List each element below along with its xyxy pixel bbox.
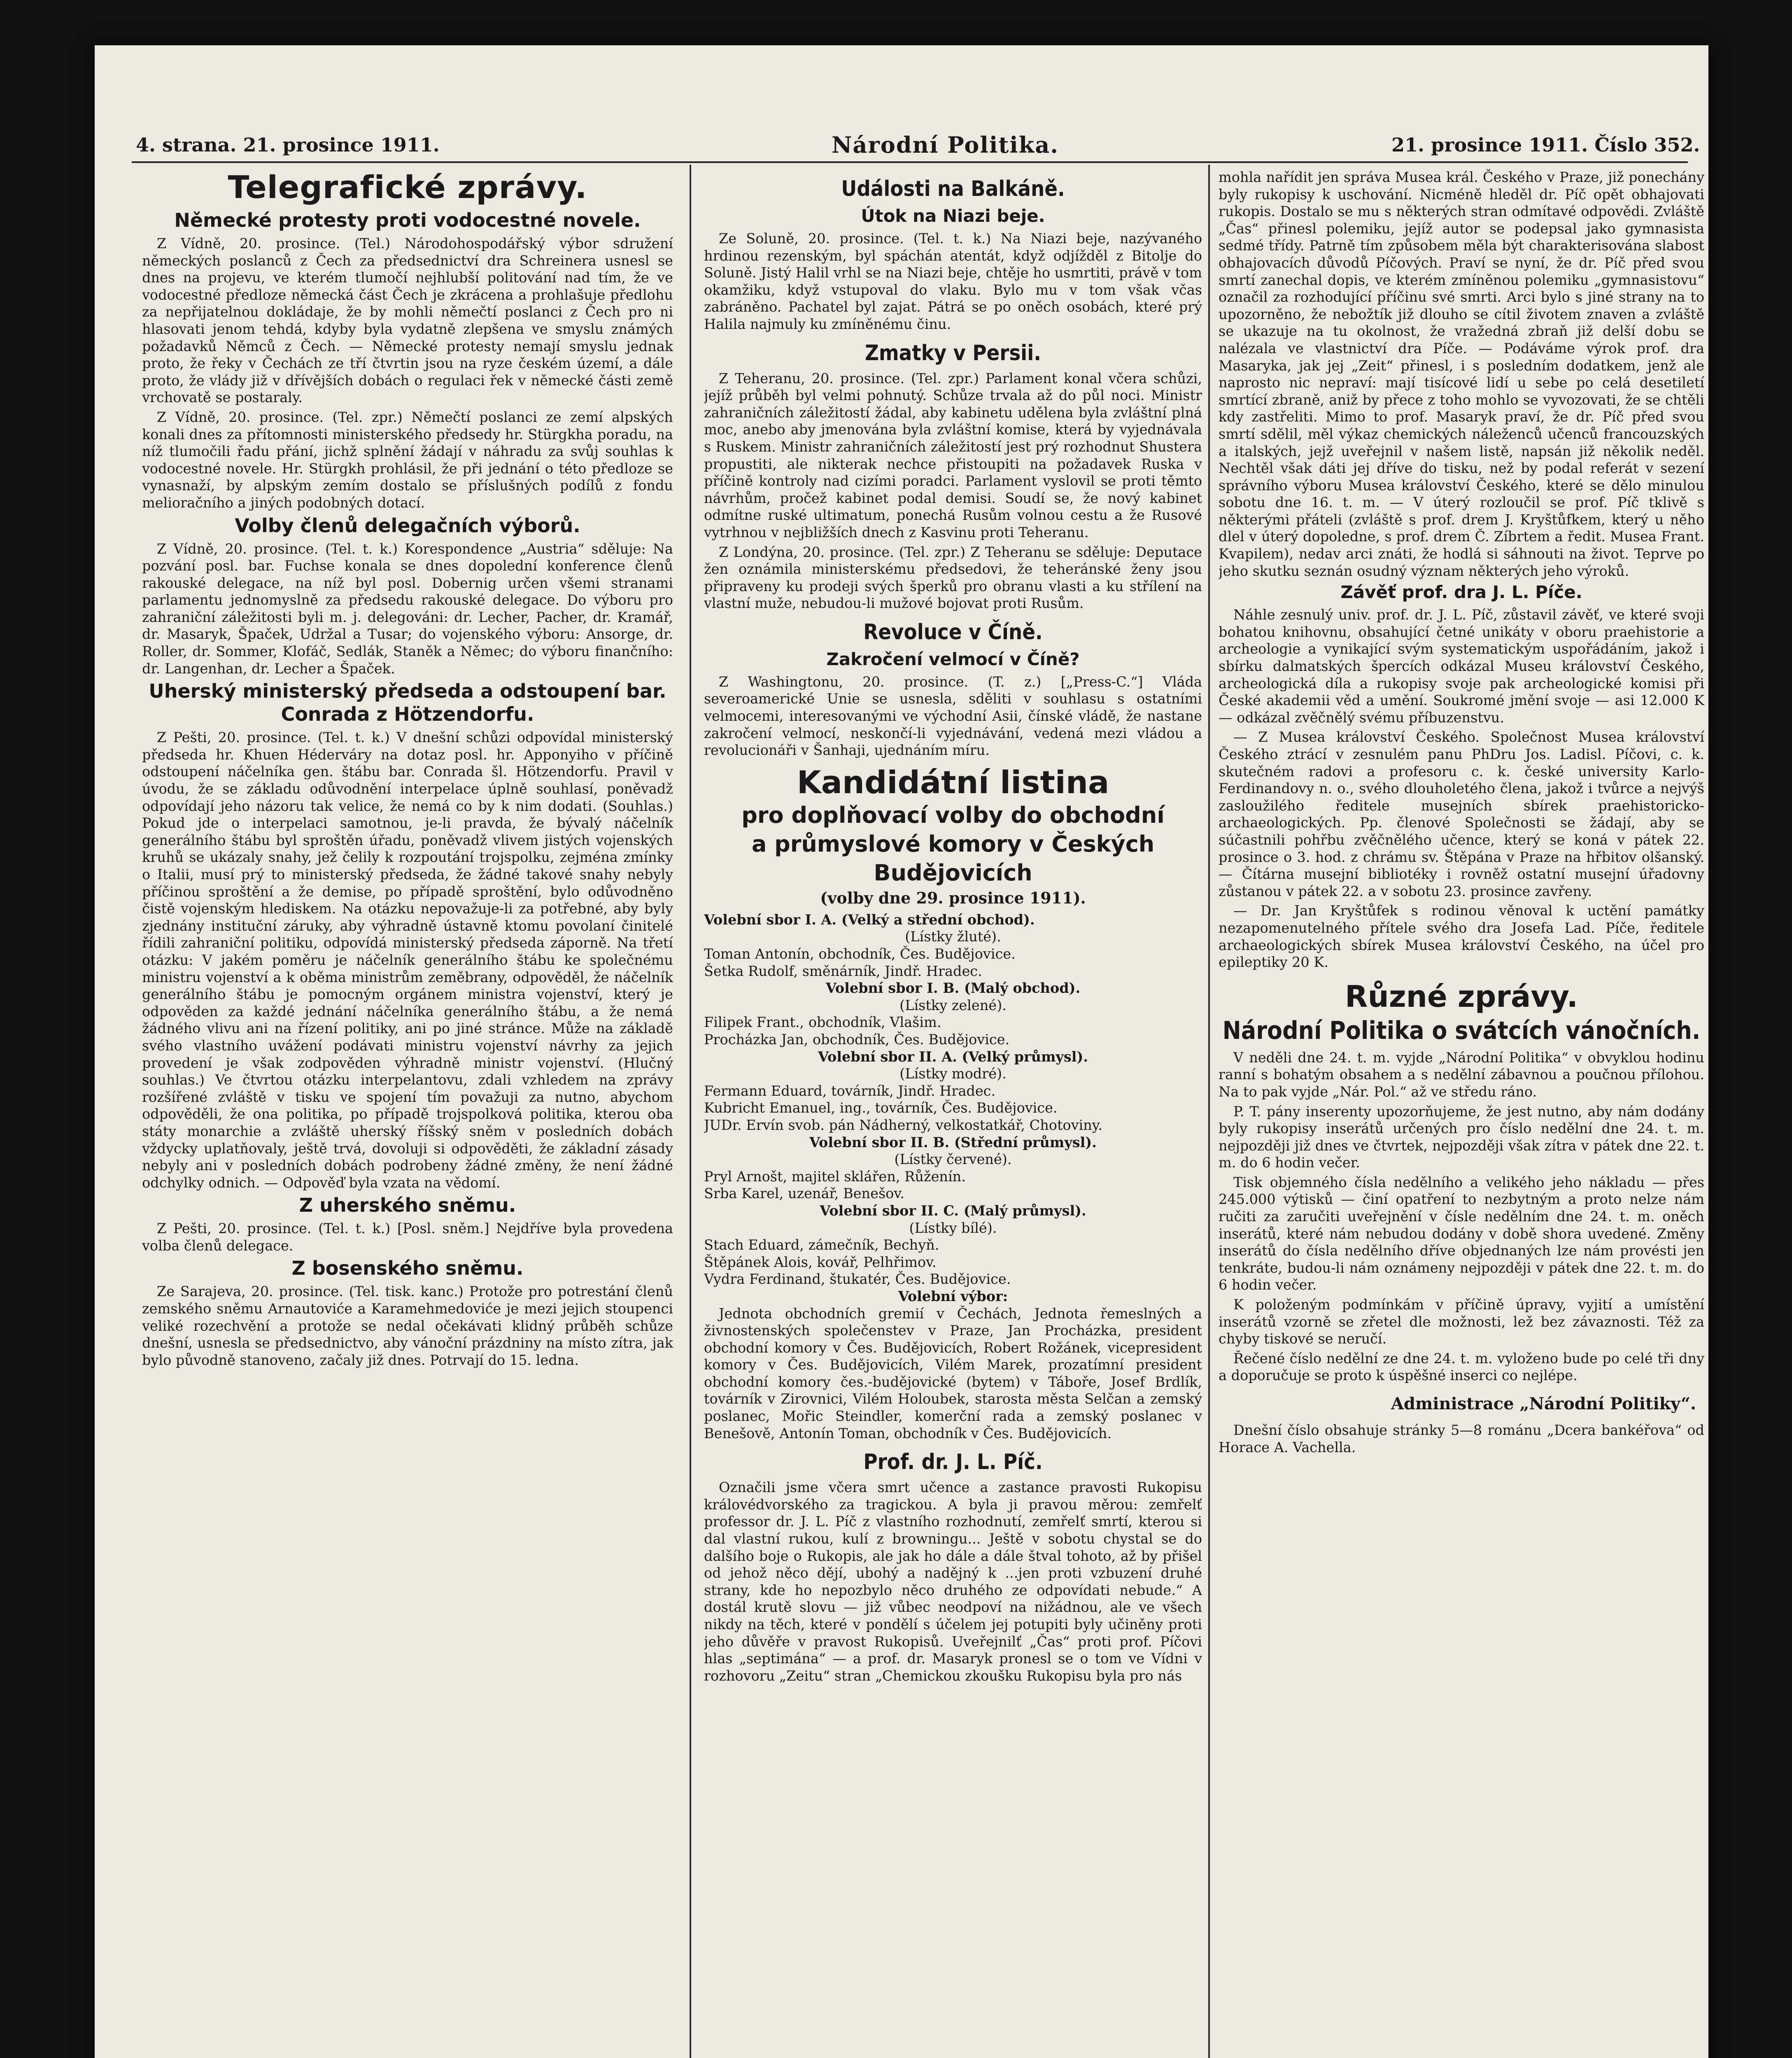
article-paragraph: Z Washingtonu, 20. prosince. (T. z.) [„Press-C.“] Vláda severoamerické Unie se usnesla, sděliti v souhlasu s ostatními velmocemi, interesovanými ve východní Asii, čínské vládě, že nastane zakročení velmocí, neskončí-li vyjednávání, vedená mezi vládou a revolucionáři v Šanhaji, ujednáním míru. (704, 673, 1202, 759)
article-headline: Německé protesty proti vodocestné novele. (174, 209, 641, 231)
ballot-color: (Lístky žluté). (905, 929, 1001, 945)
article-subheadline: Útok na Niazi beje. (861, 206, 1045, 226)
article-paragraph: Ze Sarajeva, 20. prosince. (Tel. tisk. kanc.) Protože pro potrestání členů zemského sněmu Arnautoviće a Karamehmedoviće je mezi jejich stoupenci veliké rozechvění a protože se nedal očekávati klidný průběh schůze dnešní, usnesla se předsednictvo, aby vánoční prázdniny na místo zítra, jak bylo původně stanoveno, začaly již dnes. Potrvají do 15. ledna. (142, 1283, 673, 1368)
article-paragraph: Náhle zesnulý univ. prof. dr. J. L. Píč, zůstavil závěť, ve které svoji bohatou knihovnu, obsahující četné unikáty v oboru praehistorie a archeologie a vynikající svým systematickým uspořádáním, jakož i sbírku dalmatských špercích odkázal Museu království Českého, archeologická díla a rukopisy svoje pak archeologické komisi při České akademii věd a umění. Soukromé jmění svoje — asi 12.000 K — odkázal zvěčnělý svému příbuzenstvu. (1219, 607, 1704, 726)
article-paragraph: V neděli dne 24. t. m. vyjde „Národní Politika“ v obvyklou hodinu ranní s bohatým obsahem a s nedělní zábavnou a poučnou přílohou. Na to pak vyjde „Nár. Pol.“ až ve středu ráno. (1219, 1049, 1704, 1100)
column-1 (142, 169, 673, 2058)
electoral-committee-heading: Volební výbor: (898, 1288, 1008, 1304)
electoral-body: Volební sbor II. C. (Malý průmysl). (820, 1202, 1086, 1219)
article-headline: Revoluce v Číně. (863, 619, 1043, 645)
administration-signature: Administrace „Národní Politiky“. (1391, 1394, 1696, 1413)
candidate: Šetka Rudolf, směnárník, Jindř. Hradec. (704, 963, 982, 979)
ballot-color: (Lístky bílé). (909, 1220, 997, 1236)
article-paragraph: Tisk objemného čísla nedělního a velikého jeho nákladu — přes 245.000 výtisků — činí opatření to nezbytným a proto nelze nám ručiti za zaručiti uveřejnění v čísle nedělním dne 24. t. m. oněch inserátů, které nám nebudou dodány v době shora uvedené. Změny inserátů do čísla nedělního dříve objednaných lze nám provésti jen tenkráte, budou-li nám oznámeny nejpozději v pátek dne 22. t. m. do 6 hodin večer. (1219, 1174, 1704, 1293)
page-header-left: 4. strana. 21. prosince 1911. (136, 134, 440, 156)
electoral-body: Volební sbor I. A. (Velký a střední obchod). (704, 911, 1035, 928)
article-headline: Volby členů delegačních výborů. (235, 514, 580, 537)
article-paragraph: Z Pešti, 20. prosince. (Tel. t. k.) [Posl. sněm.] Nejdříve byla provedena volba členů delegace. (142, 1220, 673, 1254)
page-header-right: 21. prosince 1911. Číslo 352. (1391, 134, 1700, 156)
article-paragraph: Označili jsme včera smrt učence a zastance pravosti Rukopisu královédvorského za tragickou. A byla ji pravou měrou: zemřelť professor dr. J. L. Píč z vlastního rozhodnutí, zemřelť smrtí, kterou si dal vlastní rukou, kulí z browningu... Ještě v sobotu chystal se do dalšího boje o Rukopis, ale jak ho dále a dále štval tohoto, až by přišel od jehož něco dějí, ubohý a nadějný k ...jen proti vzbuzení druhé strany, kde ho nepozbylo něco druhého ze odpovídati nebude.“ A dostál krutě slovu — již vůbec neodpoví na nižádnou, ale ve všech nikdy na těch, které v pondělí s účelem jej potupiti byly učiněny proti jeho důvěře v pravost Rukopisů. Uveřejnilť „Čas“ proti prof. Píčovi hlas „septimána“ — a prof. dr. Masaryk pronesl se o tom ve Vídni v rozhovoru „Zeitu“ stran „Chemickou zkoušku Rukopisu byla pro nás (704, 1479, 1202, 1684)
candidate: Kubricht Emanuel, ing., továrník, Čes. Budějovice. (704, 1100, 1058, 1116)
article-paragraph: K položeným podmínkám v příčině úpravy, vyjití a umístění inserátů vzorně se zřetel dle možnosti, lež bez závaznosti. Též za chyby tiskové se neručí. (1219, 1297, 1704, 1347)
article-paragraph: — Dr. Jan Kryštůfek s rodinou věnoval k uctění památky nezapomenutelného přítele svého dra Josefa Lad. Píče, ředitele archaeologických sbírek Musea království Českého, na účel pro epileptiky 20 K. (1219, 903, 1704, 971)
candidate-list-date: (volby dne 29. prosince 1911). (820, 888, 1086, 907)
article-paragraph: Z Teheranu, 20. prosince. (Tel. zpr.) Parlament konal včera schůzi, jejíž průběh byl velmi pohnutý. Schůze trvala až do půl noci. Ministr zahraničních záležitostí žádal, aby kabinetu udělena byla zvláštní plná moc, anebo aby jmenována byla zvláštní komise, která by vyjednávala s Ruskem. Ministr zahraničních záležitostí jest prý rozhodnut Shustera propustiti, ale nikterak nechce přistoupiti na požadavek Ruska v příčině kontroly nad cizími poradci. Parlament vyslovil se proti těmto návrhům, pročež kabinet podal demisi. Soudí se, že nový kabinet odmítne ruské ultimatum, ponechá Rusům volnou cestu a že Rusové vytrhnou v nejbližších dnech z Kasvinu proti Teheranu. (704, 370, 1202, 540)
electoral-committee: Jednota obchodních gremií v Čechách, Jednota řemeslných a živnostenských společenstev v Praze, Jan Procházka, president obchodní komory v Čes. Budějovicích, Robert Rožánek, vicepresident komory v Čes. Budějovicích, Vilém Marek, prozatímní president obchodní komory čes.-budějovické (bytem) v Táboře, Josef Brdlík, továrník v Zirovnici, Vilém Holoubek, starosta města Selčan a zemský poslanec, Mořic Steindler, komerční rada a zemský poslanec v Benešově, Antonín Toman, obchodník v Čes. Budějovicích. (704, 1305, 1202, 1441)
article-subheadline: Zakročení velmocí v Číně? (826, 649, 1080, 669)
candidate: JUDr. Ervín svob. pán Nádherný, velkostatkář, Chotoviny. (704, 1117, 1102, 1133)
article-paragraph: Z Pešti, 20. prosince. (Tel. t. k.) V dnešní schůzi odpovídal ministerský předseda hr. Khuen Héderváry na dotaz posl. hr. Apponyiho v příčině odstoupení náčelníka gen. štábu bar. Conrada šl. Hötzendorfu. Pravil v úvodu, že se základu odůvodnění interpelace úplně souhlasí, poněvadž odpovídají jeho názoru tak velice, že nemá co by k nim dodati. (Souhlas.) Pokud jde o interpelaci samotnou, je-li pravda, že bývalý náčelník generálního štábu byl sproštěn úřadu, poněvadž vlivem jistých vojenských kruhů se ukázaly snahy, jež čelily k rozpoutání trojspolku, zejména zmínky o Italii, musí prý to ministerský předseda, že žádné takové snahy nebyly příčinou sproštění a že demise, po případě sproštění, bylo odůvodněno čistě vojenským hlediskem. Na otázku nepovažuje-li za potřebné, aby byly zjednány instituční záruky, aby výhradně ústavně ktomu povolaní činitelé řídili zahraniční politiku, odpovídá ministerský předseda záporně. Na třetí otázku: V jakém poměru je náčelník generálního štábu ke společnému ministru vojenství a k oběma ministrům zeměbrany, odpověděl, že náčelník generálního štábu je pomocným orgánem ministra vojenství, který je odpověden za každé jednání náčelníka generálního štábu, a že nemá žádného vlivu ani na řízení politiky, ani po jiné stránce. Může na základě svého vlastního uvážení podávati ministru vojenství návrhy za jejich provedení je však zodpověden výhradně ministr vojenství. (Hlučný souhlas.) Ve čtvrtou otázku interpelantovu, zdali vzhledem na zprávy rozšířené zvláště v tisku ve spojení tím považuji za nutno, abychom odpověděli, že ona politika, po případě trojspolková politika, kterou oba státy monarchie a zvláště uherský říšský sněm v posledních dobách vždycky uplatňovaly, ještě trvá, dovoluji si odpověděti, že základní zásady nebyly ani v posledních dobách podrobeny žádné změny, že není žádné odchylky odnich. — Odpověď byla vzata na vědomí. (142, 729, 673, 1191)
page-header-masthead: Národní Politika. (832, 132, 1059, 158)
candidate: Filipek Frant., obchodník, Vlašim. (704, 1014, 941, 1031)
electoral-body: Volební sbor II. B. (Střední průmysl). (809, 1134, 1097, 1150)
column-2 (704, 169, 1202, 2058)
article-paragraph: Ze Soluně, 20. prosince. (Tel. t. k.) Na Niazi beje, nazývaného hrdinou rezenským, byl spáchán atentát, když odjížděl z Bitolje do Soluně. Jistý Halil vrhl se na Niazi beje, chtěje ho usmrtiti, právě v tom okamžiku, když vstupoval do vlaku. Bylo mu v tom však včas zabráněno. Pachatel byl zajat. Pátrá se po oněch osobách, které prý Halila najmuly ku zmíněnému činu. (704, 230, 1202, 332)
candidate: Vydra Ferdinand, štukatér, Čes. Budějovice. (704, 1271, 1011, 1287)
ballot-color: (Lístky zelené). (899, 997, 1007, 1013)
candidate: Toman Antonín, obchodník, Čes. Budějovice. (704, 946, 1016, 962)
article-paragraph: Dnešní číslo obsahuje stránky 5—8 románu „Dcera bankéřova“ od Horace A. Vachella. (1219, 1422, 1704, 1455)
article-paragraph: mohla nařídit jen správa Musea král. Českého v Praze, již ponechány byly rukopisy k uschování. Nicméně hleděl dr. Píč opět obhajovati rukopis. Dostalo se mu s některých stran odmítavé odpovědi. Zvláště „Čas“ přinesl polemiku, jejíž autor se podepsal jako gymnasista sedmé třídy. Patrně tím způsobem měla být charakterisována slabost obhajovacích důvodů Píčových. Praví se nyní, že dr. Píč před svou smrtí zanechal dopis, ve kterém zmíněnou polemiku „gymnasistovu“ označil za rozhodující příčinu své smrti. Arci bylo s jiné strany na to upozorněno, že nebožtík již dlouho se cítil životem znaven a zvláště se ukazuje na tu okolnost, že vražedná zbraň již delší dobu se nalézala ve vlastnictví dra Píče. — Podáváme výrok prof. dra Masaryka, jak jej „Zeit“ přinesl, i s posledním dodatkem, jenž ale naprosto nic nepraví: mají tisícové lidí u sebe po celá desetiletí smrtící zbraně, aniž by přece z toho mohlo se vyvozovati, že se chtěli kdy zastřeliti. Mimo to prof. Masaryk praví, že dr. Píč před svou smrtí sdělil, měl výkaz chemických náleženců učenců francouzských a italských, jejž uveřejnil v našem listě, napsán již několik neděl. Nechtěl však dáti jej dříve do tisku, než by podal referát v sezení správního výboru Musea království Českého, které se dělo minulou sobotu dne 16. t. m. — V úterý rozloučil se prof. Píč tklivě s některými přáteli (zvláště s prof. drem J. Kryštůfkem, který u něho dlel v úterý dopoledne, s prof. drem Č. Zíbrtem a ředit. Musea Frant. Kvapilem), nedav arci znáti, že hodlá si sáhnouti na život. Teprve po jeho skutku seznán osudný význam některých jeho výroků. (1219, 169, 1704, 579)
header-rule (132, 161, 1688, 163)
column-3 (1219, 169, 1704, 2058)
article-paragraph: Z Vídně, 20. prosince. (Tel. zpr.) Němečtí poslanci ze zemí alpských konali dnes za přítomnosti ministerského předsedy hr. Stürgkha poradu, na níž tlumočili řadu přání, jichž splnění žádají v náhradu za svůj souhlas k vodocestné novele. Hr. Stürgkh prohlásil, že při jednání o této předloze se vynasnaží, by alpským zemím dostalo se příslušných podílů z fondu melioračního a jiných podobných dotací. (142, 409, 673, 511)
article-paragraph: Řečené číslo nedělní ze dne 24. t. m. vyloženo bude po celé tři dny a doporučuje se proto k úspěšné inserci co nejlépe. (1219, 1350, 1704, 1384)
article-headline: Z uherského sněmu. (299, 1194, 516, 1217)
article-headline: Zmatky v Persii. (865, 340, 1041, 366)
column-divider (1208, 165, 1210, 2058)
column-divider (690, 165, 691, 2058)
article-headline: Prof. dr. J. L. Píč. (863, 1450, 1043, 1475)
candidate: Srba Karel, uzenář, Benešov. (704, 1185, 904, 1202)
candidate: Štěpánek Alois, kovář, Pelhřimov. (704, 1254, 937, 1270)
newspaper-page (95, 45, 1708, 2058)
candidate-list-subtitle: a průmyslové komory v Českých (751, 831, 1155, 857)
article-paragraph: — Z Musea království Českého. Společnost Musea království Českého ztrácí v zesnulém panu PhDru Jos. Ladisl. Píčovi, c. k. skutečném radovi a profesoru c. k. české university Karlo-Ferdinandovy n. o., svého dlouholetého člena, jakož i tvůrce a nejvýš zasloužilého ředitele musejních sbírek praehistoricko-archaeologických. Pp. členové Společnosti se žádají, aby se súčastnili pohřbu zvěčnělého učence, který se koná v pátek 22. prosince o 3. hod. z chrámu sv. Štěpána v Praze na hřbitov olšanský. — Čítárna musejní bibliotéky i rovněž ostatní musejní úřadovny zůstanou v pátek 22. a v sobotu 23. prosince zavřeny. (1219, 729, 1704, 899)
article-paragraph: Z Londýna, 20. prosince. (Tel. zpr.) Z Teheranu se sděluje: Deputace žen oznámila ministerskému předsedovi, že teheránské ženy jsou připraveny ku prodeji svých šperků pro obranu vlasti a ku střílení na vlastní muže, nebudou-li mužové bojovat proti Rusům. (704, 544, 1202, 612)
article-paragraph: P. T. pány inserenty upozorňujeme, že jest nutno, aby nám dodány byly rukopisy inserátů určených pro číslo nedělní dne 24. t. m. nejpozději již dnes ve čtvrtek, nejpozději však zítra v pátek dne 22. t. m. do 6 hodin večer. (1219, 1103, 1704, 1171)
article-headline: Z bosenského sněmu. (291, 1257, 524, 1280)
candidate-list-subtitle: pro doplňovací volby do obchodní (741, 802, 1165, 828)
electoral-body: Volební sbor II. A. (Velký průmysl). (818, 1048, 1088, 1065)
candidate: Fermann Eduard, továrník, Jindř. Hradec. (704, 1083, 996, 1099)
section-title: Různé zprávy. (1345, 979, 1578, 1014)
candidate: Pryl Arnošt, majitel sklářen, Růženín. (704, 1168, 966, 1185)
electoral-body: Volební sbor I. B. (Malý obchod). (825, 980, 1081, 996)
candidate: Stach Eduard, zámečník, Bechyň. (704, 1237, 939, 1253)
article-headline: Události na Balkáně. (841, 177, 1065, 201)
article-headline: Uherský ministerský předseda a odstoupení bar. Conrada z Hötzendorfu. (149, 680, 666, 726)
candidate-list-subtitle: Budějovicích (874, 859, 1032, 886)
article-paragraph: Z Vídně, 20. prosince. (Tel. t. k.) Korespondence „Austria“ sděluje: Na pozvání posl. bar. Fuchse konala se dnes dopolední konference členů rakouské delegace, na níž byl posl. Dobernig určen všemi stranami parlamentu jednomyslně za předsedu rakouské delegace. Do výboru pro zahraniční záležitosti byli m. j. delegováni: dr. Lecher, Pacher, dr. Kramář, dr. Masaryk, Špaček, Udržal a Tusar; do vojenského výboru: Ansorge, dr. Roller, dr. Sommer, Klofáč, Sedlák, Staněk a Němec; do výboru finančního: dr. Langenhan, dr. Lecher a Špaček. (142, 540, 673, 677)
article-headline: Národní Politika o svátcích vánočních. (1222, 1016, 1701, 1045)
article-headline: Závěť prof. dra J. L. Píče. (1340, 582, 1582, 603)
candidate-list-title: Kandidátní listina (797, 764, 1109, 801)
candidate: Procházka Jan, obchodník, Čes. Budějovice. (704, 1031, 1010, 1048)
article-paragraph: Z Vídně, 20. prosince. (Tel.) Národohospodářský výbor sdružení německých poslanců z Čech za předsednictví dra Schreinera usnesl se dnes na projevu, ve kterém tlumočí nejhlubší politování nad tím, že ve vodocestné předloze německá část Čech je zkrácena a prohlašuje předlohu za nepřijatelnou dokládaje, že by mohli němečtí poslanci z Čech pro ni hlasovati jenom tehdá, kdyby byla vydatně zlepšena ve smyslu známých požadavků Němců z Čech. — Německé protesty nemají smyslu jednak proto, že řeky v Čechách ze tří čtvrtin jsou na ryze českém území, a dále proto, že vlády již v dřívějších dobách o regulaci řek v německé části země vrchovatě se postaraly. (142, 235, 673, 406)
ballot-color: (Lístky červené). (894, 1151, 1012, 1168)
ballot-color: (Lístky modré). (899, 1066, 1007, 1082)
section-title: Telegrafické zprávy. (228, 169, 587, 205)
